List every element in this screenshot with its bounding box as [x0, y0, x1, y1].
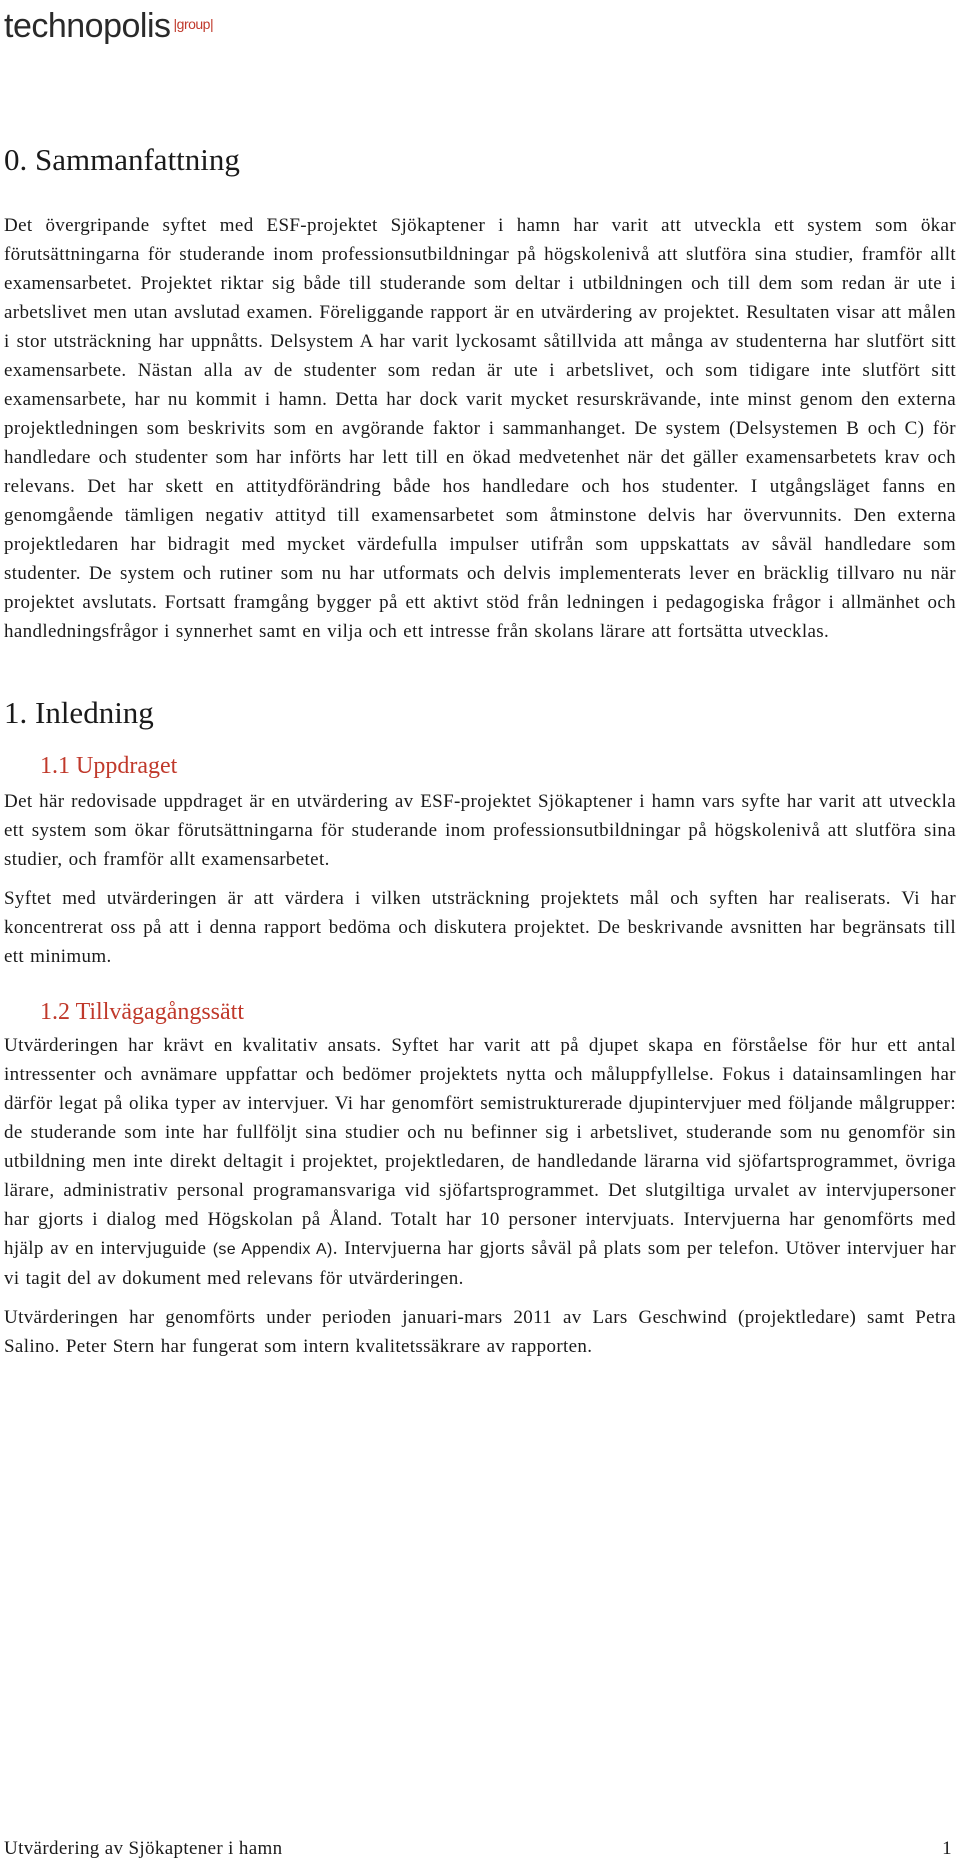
assignment-paragraph-1: Det här redovisade uppdraget är en utvärdering av ESF-projektet Sjökaptener i hamn vars syfte har varit att utveckla ett system som ökar förutsättningarna för studerande inom professionsutbildningar på högskolenivå att slutföra sina studier, och framför allt examensarbetet. — [4, 791, 956, 870]
footer-page-number: 1 — [942, 1838, 952, 1859]
subsection-title-assignment: 1.1 Uppdraget — [40, 753, 178, 779]
logo-group-suffix: |group| — [173, 16, 214, 32]
subsection-title-method: 1.2 Tillvägagångssätt — [40, 999, 245, 1025]
document-content — [4, 140, 956, 1361]
method-paragraph-1 — [4, 1031, 956, 1293]
summary-paragraph: Det övergripande syftet med ESF-projektet Sjökaptener i hamn har varit att utveckla ett system som ökar förutsättningarna för studerande inom professionsutbildningar på högskolenivå att slutföra sina studier, framför allt examensarbetet. Projektet riktar sig både till studerande som deltar i utbildningen och till dem som redan är ute i arbetslivet men utan avslutad examen. Föreliggande rapport är en utvärdering av projektet. Resultaten visar att målen i stor utsträckning har uppnåtts. Delsystem A har varit lyckosamt såtillvida att många av studenterna har slutfört sitt examensarbete. Nästan alla av de studenter som redan är ute i arbetslivet, och som tidigare inte slutfört sitt examensarbete, har nu kommit i hamn. Detta har dock varit mycket resurskrävande, inte minst genom den externa projektledningen som beskrivits som en avgörande faktor i sammanhanget. De system (Delsystemen B och C) för handledare och studenter som har införts har lett till en ökad medvetenhet när det gäller examensarbetets krav och relevans. Det har skett en attitydförändring både hos handledare och hos studenter. I utgångsläget fanns en genomgående tämligen negativ attityd till examensarbetet som åtminstone delvis har övervunnits. Den externa projektledaren har bidragit med mycket värdefulla impulser utifrån som uppskattats av såväl handledare som studenter. De system och rutiner som nu har utformats och delvis implementerats lever en bräcklig tillvaro nu när projektet avslutats. Fortsatt framgång bygger på ett aktivt stöd från ledningen i pedagogiska frågor i allmänhet och handledningsfrågor i synnerhet samt en vilja och ett intresse från skolans lärare att fortsätta utvecklas. — [4, 215, 956, 642]
section-title-introduction: 1. Inledning — [4, 695, 154, 730]
section-title-summary: 0. Sammanfattning — [4, 142, 240, 177]
method-text-part-2: . Intervjuerna har gjorts såväl på plats som per telefon. Utöver intervjuer har vi tagit del av dokument med relevans för utvärderingen. — [4, 1238, 956, 1289]
footer-document-title: Utvärdering av Sjökaptener i hamn — [4, 1838, 283, 1859]
page-footer — [4, 1838, 952, 1860]
method-paragraph-2: Utvärderingen har genomförts under perioden januari-mars 2011 av Lars Geschwind (projektledare) samt Petra Salino. Peter Stern har fungerat som intern kvalitetssäkrare av rapporten. — [4, 1307, 956, 1357]
method-text-part-1: Utvärderingen har krävt en kvalitativ ansats. Syftet har varit att på djupet skapa en förståelse för hur ett antal intressenter och avnämare uppfattar och bedömer projektets nytta och måluppfyllelse. Fokus i datainsamlingen har därför legat på olika typer av intervjuer. Vi har genomfört semistrukturerade djupintervjuer med följande målgrupper: de studerande som inte har fullföljt sina studier och nu befinner sig i arbetslivet, studerande som nu genomför sin utbildning men inte direkt deltagit i projektet, projektledaren, de handledande lärarna vid sjöfartsprogrammet, övriga lärare, administrativ personal programansvariga vid sjöfartsprogrammet. Det slutgiltiga urvalet av intervjupersoner har gjorts i dialog med Högskolan på Åland. Totalt har 10 personer intervjuats. Intervjuerna har genomförts med hjälp av en intervjuguide — [4, 1035, 956, 1259]
assignment-paragraph-2: Syftet med utvärderingen är att värdera i vilken utsträckning projektets mål och syften har realiserats. Vi har koncentrerat oss på att i denna rapport bedöma och diskutera projektet. De beskrivande avsnitten har begränsats till ett minimum. — [4, 888, 956, 967]
logo-wordmark: technopolis — [4, 7, 171, 45]
appendix-reference: (se Appendix A) — [212, 1241, 333, 1258]
technopolis-logo — [4, 4, 213, 46]
